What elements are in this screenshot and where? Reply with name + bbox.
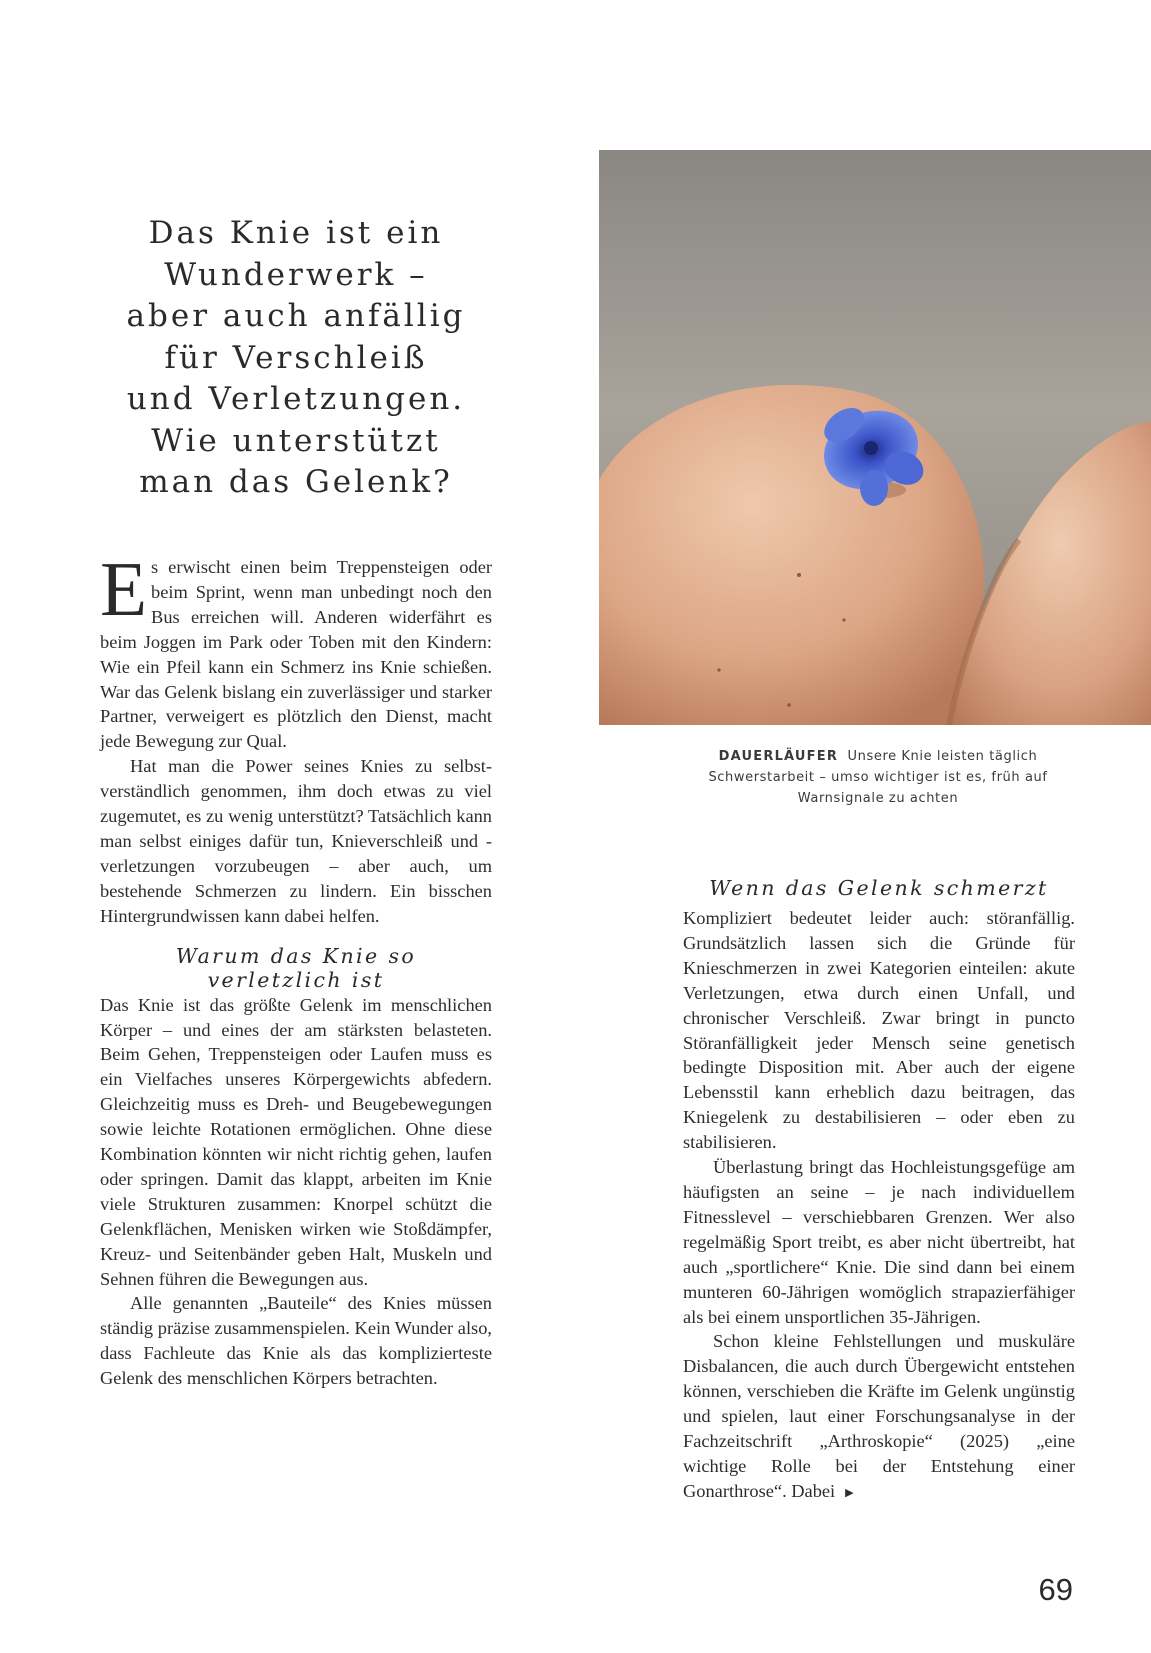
drop-cap: E bbox=[100, 546, 148, 632]
section-heading bbox=[683, 876, 1075, 901]
photo-caption bbox=[660, 746, 1096, 809]
intro-line: für Verschleiß bbox=[164, 339, 428, 376]
section-heading bbox=[100, 944, 492, 993]
intro-heading bbox=[100, 213, 492, 504]
paragraph-text: Schon kleine Fehlstellungen und muskuläre Disbalancen, die auch durch Übergewicht entstehen können, verschieben die Kräfte im Gelenk ungünstig und spielen, laut einer Forschungsanalyse in der Fachzeitschrift „Arthroskopie“ (2025) „eine wichtige Rolle bei der Entstehung einer Gonarthrose“. Dabei bbox=[683, 1331, 1075, 1501]
section-heading-line: Warum das Knie so bbox=[175, 943, 417, 968]
page-number: 69 bbox=[1038, 1572, 1073, 1607]
right-column bbox=[683, 906, 1075, 1506]
caption-line: Schwerstarbeit – umso wichtiger ist es, früh auf bbox=[708, 770, 1048, 785]
left-column bbox=[100, 546, 492, 1391]
paragraph: Alle genannten „Bauteile“ des Knies müssen ständig präzise zusammenspielen. Kein Wunder also, dass Fachleute das Knie als das komplizierteste Gelenk des menschlichen Körpers betrachten. bbox=[100, 1293, 492, 1389]
left-knee-shape bbox=[599, 385, 984, 725]
opening-paragraph bbox=[100, 546, 492, 754]
intro-line: Wunderwerk – bbox=[164, 256, 428, 293]
paragraph: Kompliziert bedeutet leider auch: störanfällig. Grundsätzlich lassen sich die Gründe für Knieschmerzen in zwei Kategorien einteilen: akute Verletzungen, etwa durch einen Unfall, und chronischer Verschleiß. Zwar bringt in puncto Störanfälligkeit jeder Mensch seine genetisch bedingte Disposition mit. Aber auch der eigene Lebensstil kann erheblich dazu beitragen, das Kniegelenk zu destabilisieren – oder eben zu stabilisieren. bbox=[683, 908, 1075, 1153]
caption-text: Unsere Knie leisten täglich bbox=[847, 749, 1038, 764]
intro-line: und Verletzungen. bbox=[126, 381, 466, 417]
caption-label: DAUERLÄUFER bbox=[718, 749, 839, 764]
intro-line: aber auch anfällig bbox=[126, 298, 466, 334]
caption-line bbox=[660, 746, 1096, 767]
paragraph: Überlastung bringt das Hochleistungsgefüge am häufigsten an seine – je nach individuellem Fitnesslevel – verschiebbaren Grenzen. Wer also regelmäßig Sport treibt, es aber nicht übertreibt, hat auch „sportlichere“ Knie. Die sind dann bei einem munteren 60-Jährigen womöglich strapazierfähiger als bei einem unsportlichen 35-Jährigen. bbox=[683, 1157, 1075, 1327]
knee-photo-image bbox=[599, 150, 1151, 725]
intro-line: Das Knie ist ein bbox=[148, 215, 444, 251]
intro-line: Wie unterstützt bbox=[151, 422, 441, 459]
section-heading-line: Wenn das Gelenk schmerzt bbox=[709, 876, 1049, 900]
paragraph: Hat man die Power seines Knies zu selbstverständlich genommen, ihm doch etwas zu viel zugemutet, es zu wenig unterstützt? Tatsächlich kann man selbst einiges dafür tun, Knieverschleiß und -verletzungen vorzubeugen – aber auch, um bestehende Schmerzen zu lindern. Ein bisschen Hintergrundwissen kann dabei helfen. bbox=[100, 756, 492, 926]
caption-line: Warnsignale zu achten bbox=[797, 791, 959, 806]
knee-photo bbox=[599, 150, 1151, 725]
paragraph bbox=[683, 1329, 1075, 1505]
intro-line: man das Gelenk? bbox=[139, 464, 453, 500]
opening-paragraph-text: s erwischt einen beim Treppensteigen oder beim Sprint, wenn man unbedingt noch den Bus erreichen will. Anderen widerfährt es beim Joggen im Park oder Toben mit den Kindern: Wie ein Pfeil kann ein Schmerz ins Knie schießen. War das Gelenk bislang ein zuverlässiger und starker Partner, verweigert es plötzlich den Dienst, macht jede Bewegung zur Qual. bbox=[100, 557, 492, 752]
section-heading-line: verletzlich ist bbox=[207, 968, 385, 993]
triangle-right-icon: ▶ bbox=[845, 1486, 854, 1499]
paragraph: Das Knie ist das größte Gelenk im menschlichen Körper – und eines der am stärksten belasteten. Beim Gehen, Treppensteigen oder Laufen muss es ein Vielfaches unseres Körpergewichts abfedern. Gleichzeitig muss es Dreh- und Beugebewegungen sowie leichte Rotationen ermöglichen. Ohne diese Kombination könnten wir nicht richtig gehen, laufen oder springen. Damit das klappt, arbeiten im Knie viele Strukturen zusammen: Knorpel schützt die Gelenkflächen, Menisken wirken wie Stoßdämpfer, Kreuz- und Seitenbänder geben Halt, Muskeln und Sehnen führen die Bewegungen aus. bbox=[100, 994, 492, 1289]
